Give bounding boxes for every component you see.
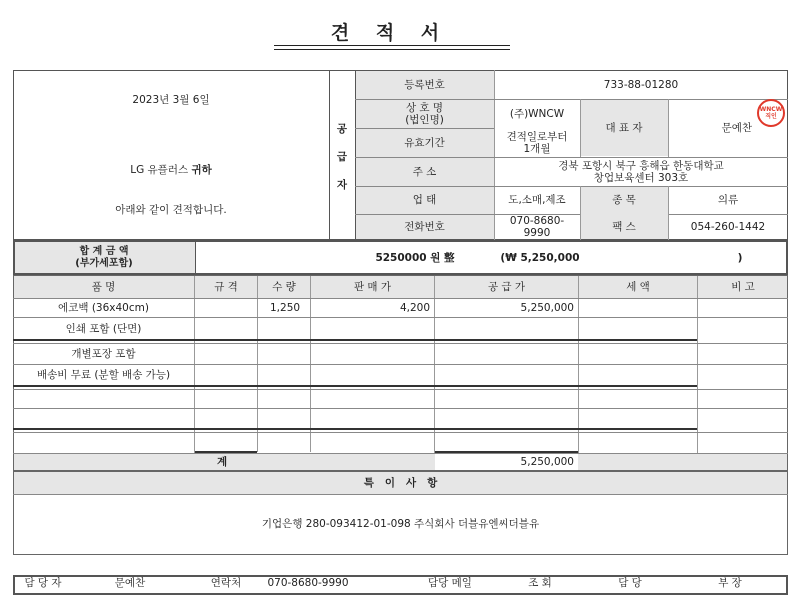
row-line-thick (13, 428, 697, 430)
row-price: 4,200 (399, 302, 430, 314)
recipient-suffix: 귀하 (191, 164, 212, 176)
biz-value: 도,소매,제조 (508, 194, 566, 206)
total-amount-text: 5250000 원 整 (375, 251, 455, 264)
col-divider (697, 276, 698, 470)
document-title: 견 적 서 (330, 22, 450, 44)
subtotal-label: 계 (217, 456, 228, 468)
row-supply: 5,250,000 (520, 302, 574, 314)
company-value: (주)WNCW (509, 107, 565, 120)
col-tax: 세 액 (626, 281, 650, 293)
title-underline (274, 45, 510, 46)
row-item-name: 에코백 (36x40cm) (58, 302, 149, 314)
supplier-label-1: 공 (336, 123, 348, 135)
fax-label: 팩 스 (612, 221, 636, 233)
row-line (13, 389, 788, 390)
row-line-thick (13, 385, 697, 387)
subtotal-supply: 5,250,000 (435, 454, 578, 470)
biz-label: 업 태 (412, 194, 437, 206)
row-line (13, 408, 788, 409)
footer-manager-name: 문예찬 (114, 577, 146, 589)
type-value: 의류 (717, 194, 739, 206)
footer-manager-label: 담 당 자 (24, 577, 62, 589)
tel-value: 070-8680- 9990 (509, 215, 565, 239)
recipient-name: LG 유플러스 (130, 164, 189, 176)
tel-label: 전화번호 (404, 221, 445, 233)
row-line (13, 432, 788, 433)
title-underline-inner (274, 49, 510, 50)
footer-check-2: 담 당 (618, 577, 642, 589)
footer-contact-label: 연락처 (210, 577, 242, 589)
footer-email-label: 담당 메일 (428, 577, 472, 589)
supplier-label-3: 자 (336, 179, 348, 191)
intro-text: 아래와 같이 견적합니다. (115, 204, 227, 216)
reg-label: 등록번호 (404, 78, 445, 91)
company-seal-icon (757, 99, 785, 127)
col-divider (194, 276, 195, 470)
col-spec: 규 격 (214, 281, 238, 293)
footer-check-1: 조 회 (528, 577, 552, 589)
company-label: 상 호 명 (법인명) (405, 101, 444, 126)
footer-check-3: 부 장 (718, 577, 742, 589)
ceo-value: 문예찬 (721, 122, 752, 134)
total-divider (195, 240, 196, 275)
valid-label: 유효기간 (404, 136, 445, 149)
addr-label: 주 소 (412, 165, 437, 178)
recipient (13, 162, 329, 178)
reg-value: 733-88-01280 (603, 78, 679, 91)
col-supply: 공 급 가 (487, 281, 526, 293)
ceo-label: 대 표 자 (605, 122, 643, 134)
row-item-name: 인쇄 포함 (단면) (65, 322, 142, 335)
footer-contact-value: 070-8680-9990 (267, 577, 349, 589)
supplier-label-2: 급 (336, 151, 348, 163)
col-name: 품 명 (91, 281, 116, 293)
total-label: 합 계 금 액 (부가세포함) (75, 245, 133, 269)
seal-text: WNCW 직인 (759, 106, 783, 120)
special-text: 기업은행 280-093412-01-098 주식회사 더블유엔씨더블유 (261, 518, 540, 530)
col-qty: 수 량 (272, 281, 296, 293)
type-label: 종 목 (612, 194, 636, 206)
quote-date: 2023년 3월 6일 (132, 94, 210, 106)
total-close: ) (737, 251, 743, 264)
col-price: 판 매 가 (353, 281, 392, 293)
total-amount-number: (₩ 5,250,000 (500, 251, 580, 264)
row-item-name: 배송비 무료 (분할 배송 가능) (36, 369, 171, 381)
row-line-thick (13, 339, 697, 341)
special-label: 특 이 사 항 (363, 477, 438, 489)
col-note: 비 고 (731, 281, 755, 293)
addr-value: 경북 포항시 북구 흥해읍 한동대학교 창업보육센터 303호 (558, 159, 724, 184)
valid-value: 견적일로부터 1개월 (506, 130, 568, 155)
row-item-name: 개별포장 포함 (71, 348, 136, 360)
row-qty: 1,250 (270, 302, 301, 314)
fax-value: 054-260-1442 (690, 221, 766, 233)
subtotal-shade (14, 454, 787, 470)
col-divider (578, 276, 579, 470)
